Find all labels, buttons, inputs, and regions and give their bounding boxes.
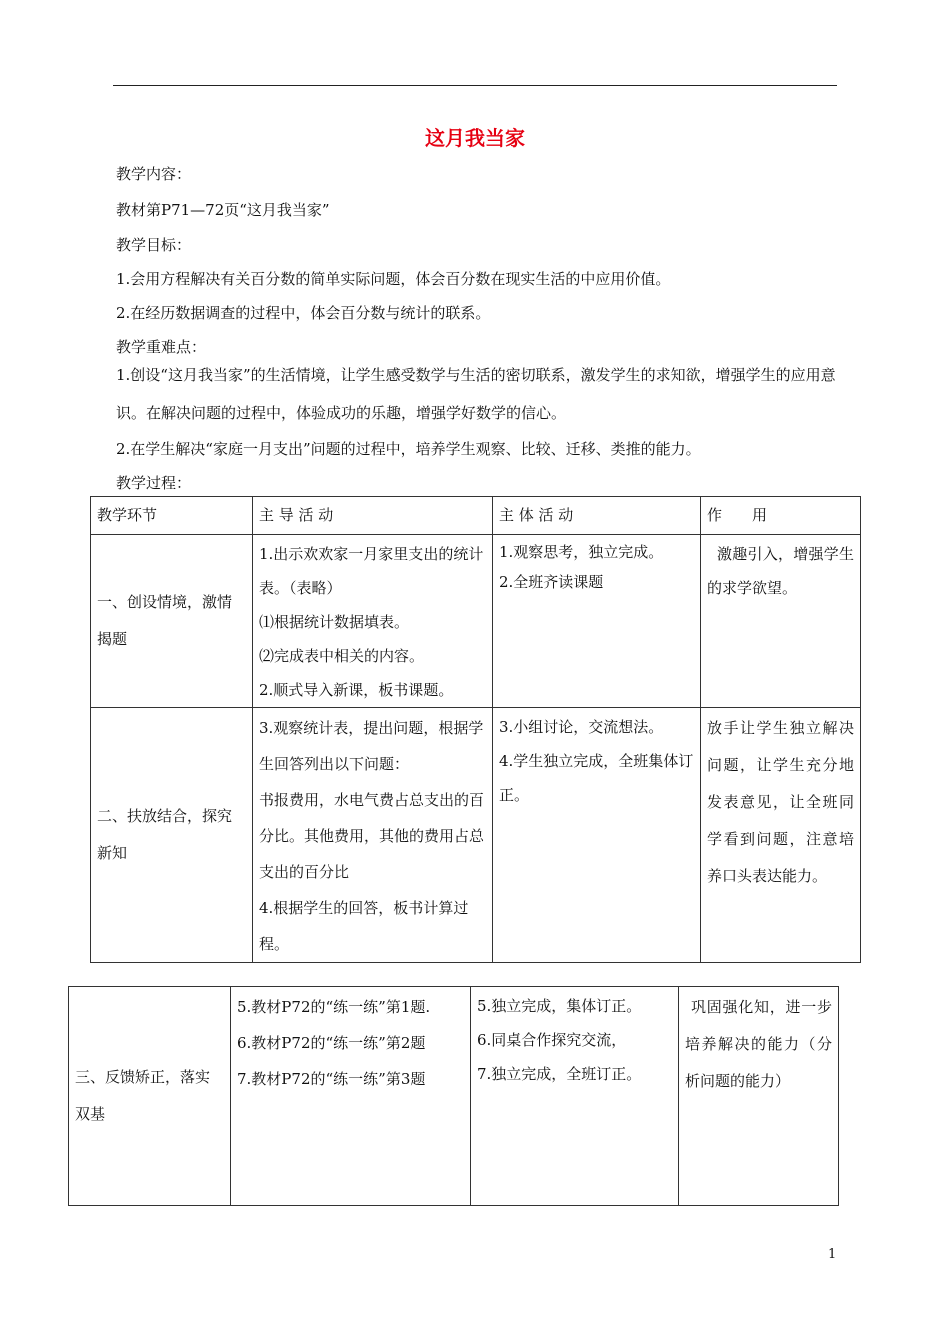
subject-line: 6.同桌合作探究交流， xyxy=(477,1031,627,1049)
subject-cell xyxy=(493,708,701,963)
lead-line: 书报费用，水电气费占总支出的百分比。其他费用，其他的费用占总支出的百分比 xyxy=(259,791,485,881)
page-title: 这月我当家 xyxy=(425,126,525,150)
subject-line: 1.观察思考，独立完成。 xyxy=(499,543,664,561)
lead-line: 3.观察统计表，提出问题，根据学生回答列出以下问题： xyxy=(259,719,484,773)
subject-line: 7.独立完成，全班订正。 xyxy=(477,1065,642,1083)
goals-heading: 教学目标： xyxy=(116,236,192,254)
key-heading: 教学重难点： xyxy=(116,338,207,356)
lead-line: 4.根据学生的回答，板书计算过程。 xyxy=(259,899,469,953)
table-header-row xyxy=(91,497,861,535)
lead-line: ⑵完成表中相关的内容。 xyxy=(259,647,425,665)
content-text: 教材第P71—72页“这月我当家” xyxy=(116,201,330,219)
process-heading: 教学过程： xyxy=(116,474,192,492)
effect-cell xyxy=(679,987,839,1206)
subject-line: 5.独立完成，集体订正。 xyxy=(477,997,642,1015)
lead-cell xyxy=(253,708,493,963)
header-rule xyxy=(113,85,837,86)
subject-line: 4.学生独立完成，全班集体订正。 xyxy=(499,752,694,804)
key-1: 1.创设“这月我当家”的生活情境，让学生感受数学与生活的密切联系，激发学生的求知欲，增强学生的应用意识。在解决问题的过程中，体验成功的乐趣，增强学好数学的信心。 xyxy=(116,366,836,422)
lead-line: ⑴根据统计数据填表。 xyxy=(259,613,410,631)
process-table-2 xyxy=(68,986,839,1206)
table-row xyxy=(91,535,861,708)
lead-cell xyxy=(231,987,471,1206)
subject-cell xyxy=(493,535,701,708)
effect-cell xyxy=(701,708,861,963)
effect-line: 放手让学生独立解决问题，让学生充分地发表意见，让全班同学看到问题，注意培养口头表达能力。 xyxy=(707,719,854,885)
header-subject: 主 体 活 动 xyxy=(493,497,701,535)
subject-line: 3.小组讨论，交流想法。 xyxy=(499,718,664,736)
stage-cell: 三、反馈矫正，落实双基 xyxy=(69,987,231,1206)
content-heading: 教学内容： xyxy=(116,165,192,183)
key-2: 2.在学生解决“家庭一月支出”问题的过程中，培养学生观察、比较、迁移、类推的能力。 xyxy=(116,440,701,458)
lead-line: 2.顺式导入新课，板书课题。 xyxy=(259,681,454,699)
goal-1: 1.会用方程解决有关百分数的简单实际问题，体会百分数在现实生活的中应用价值。 xyxy=(116,270,671,288)
effect-line: 激趣引入，增强学生的求学欲望。 xyxy=(707,545,854,597)
subject-line: 2.全班齐读课题 xyxy=(499,573,604,591)
effect-line: 巩固强化知，进一步培养解决的能力（分析问题的能力） xyxy=(685,998,832,1090)
lead-line: 1.出示欢欢家一月家里支出的统计表。（表略） xyxy=(259,545,484,597)
header-lead: 主 导 活 动 xyxy=(253,497,493,535)
lead-line: 7.教材P72的“练一练”第3题 xyxy=(237,1070,426,1088)
lead-line: 6.教材P72的“练一练”第2题 xyxy=(237,1034,426,1052)
page-number: 1 xyxy=(828,1247,837,1262)
stage-cell: 二、扶放结合，探究新知 xyxy=(91,708,253,963)
table-row xyxy=(91,708,861,963)
stage-cell: 一、创设情境，激情揭题 xyxy=(91,535,253,708)
goal-2: 2.在经历数据调查的过程中，体会百分数与统计的联系。 xyxy=(116,304,491,322)
table-row xyxy=(69,987,839,1206)
lead-cell xyxy=(253,535,493,708)
subject-cell xyxy=(471,987,679,1206)
process-table-1 xyxy=(90,496,861,963)
header-stage: 教学环节 xyxy=(91,497,253,535)
lead-line: 5.教材P72的“练一练”第1题. xyxy=(237,998,431,1016)
effect-cell xyxy=(701,535,861,708)
header-effect: 作 用 xyxy=(701,497,861,535)
